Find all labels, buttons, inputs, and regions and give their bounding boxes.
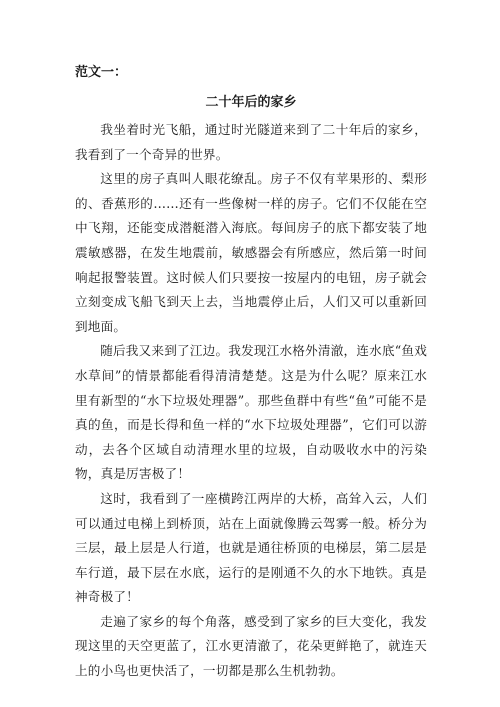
essay-title: 二十年后的家乡 [205,95,297,110]
document-page [75,64,427,684]
paragraph-1: 我坐着时光飞船，通过时光隧道来到了二十年后的家乡，我看到了一个奇异的世界。 [75,122,427,162]
paragraph-2: 这里的房子真叫人眼花缭乱。房子不仅有苹果形的、梨形的、香蕉形的……还有一些像树一样的房子。它们不仅能在空中飞翔，还能变成潜艇潜入海底。每间房子的底下都安装了地震敏感器，在发生地震前，敏感器会有所感应，然后第一时间响起报警装置。这时候人们只要按一按屋内的电钮，房子就会立刻变成飞船飞到天上去，当地震停止后，人们又可以重新回到地面。 [75,171,427,334]
paragraph-5: 走遍了家乡的每个角落，感受到了家乡的巨大变化，我发现这里的天空更蓝了，江水更清澈了，花朵更鲜艳了，就连天上的小鸟也更快活了，一切都是那么生机勃勃。 [75,613,427,679]
paragraph-4: 这时，我看到了一座横跨江两岸的大桥，高耸入云，人们可以通过电梯上到桥顶，站在上面就像腾云驾雾一般。桥分为三层，最上层是人行道，也就是通往桥顶的电梯层，第二层是车行道，最下层在水底，运行的是刚通不久的水下地铁。真是神奇极了！ [75,490,427,605]
paragraph-3: 随后我又来到了江边。我发现江水格外清澈，连水底“鱼戏水草间”的情景都能看得清清楚楚。这是为什么呢？原来江水里有新型的“水下垃圾处理器”。那些鱼群中有些“鱼”可能不是真的鱼，而是长得和鱼一样的“水下垃圾处理器”，它们可以游动，去各个区域自动清理水里的垃圾，自动吸收水中的污染物，真是厉害极了！ [75,343,427,482]
section-label: 范文一： [75,65,128,80]
